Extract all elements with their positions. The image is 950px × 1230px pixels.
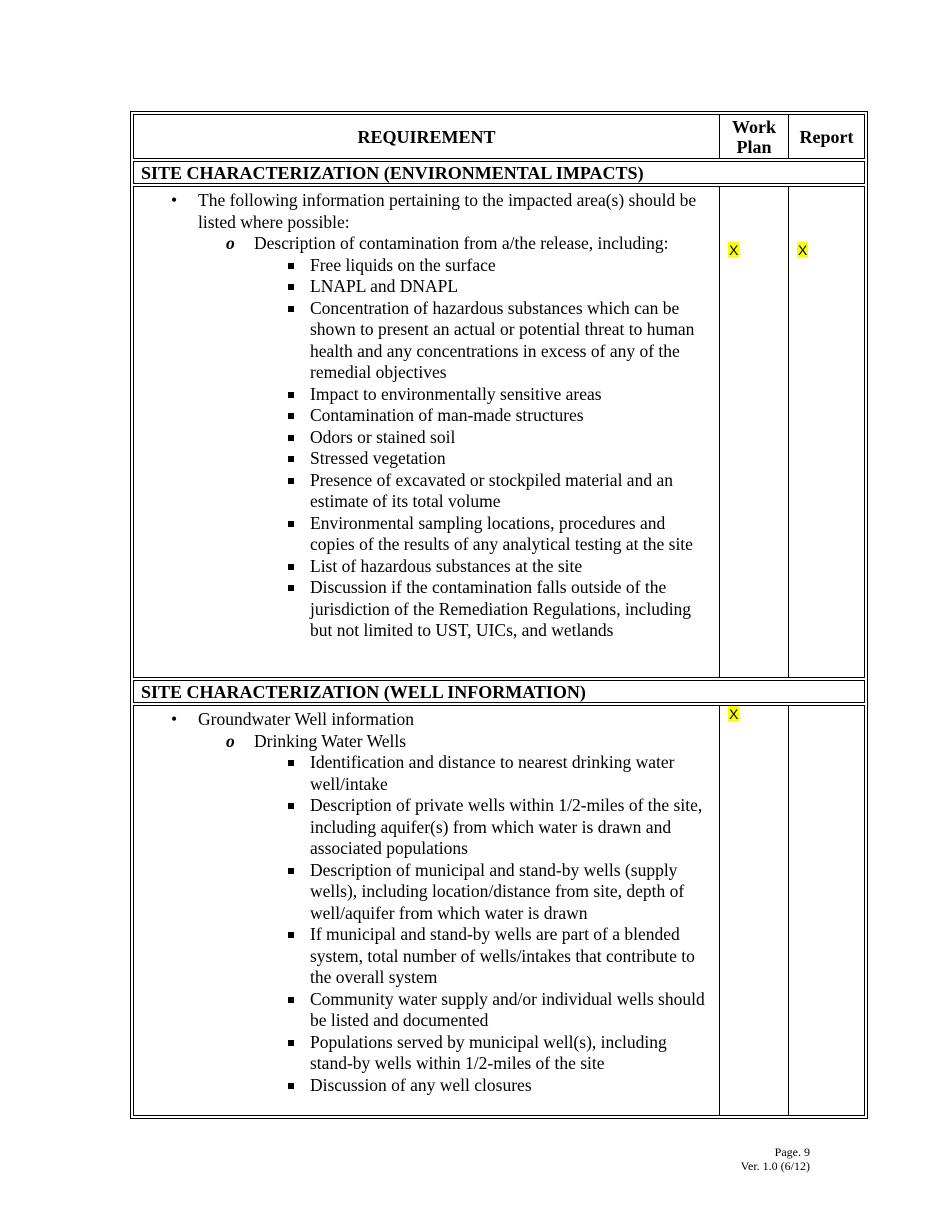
item-text: Description of municipal and stand-by wells (supply wells), including location/distance from site, depth of well/aquifer from which water is drawn (310, 859, 685, 923)
list-item (196, 795, 713, 860)
item-text: Impact to environmentally sensitive areas (310, 383, 602, 404)
list-item (134, 709, 713, 1096)
bullet-square-icon (288, 456, 294, 462)
item-text: Discussion of any well closures (310, 1074, 532, 1095)
item-text: Contamination of man-made structures (310, 405, 584, 425)
bullet-square-icon (288, 263, 294, 269)
bullet-square-icon (288, 1083, 294, 1089)
list-item (196, 405, 713, 427)
bullet-square-icon (288, 413, 294, 419)
bullet-circle-icon: o (226, 730, 235, 751)
list-item (134, 190, 713, 642)
list-item (198, 731, 713, 1097)
bullet-square-icon (288, 392, 294, 398)
bullet-square-icon (288, 521, 294, 527)
bullet-square-icon (288, 868, 294, 874)
page-number: Page. 9 (774, 1145, 810, 1159)
section-title-environmental: SITE CHARACTERIZATION (ENVIRONMENTAL IMPACTS) (141, 163, 644, 183)
list-item (196, 989, 713, 1032)
item-text: Populations served by municipal well(s), including stand-by wells within 1/2-miles of the site (310, 1031, 667, 1073)
list-item (198, 233, 713, 642)
list-item (196, 470, 713, 513)
item-text: Environmental sampling locations, procedures and copies of the results of any analytical testing at the site (310, 512, 693, 554)
item-text: Presence of excavated or stockpiled material and an estimate of its total volume (310, 469, 673, 511)
sub-bullet-text: Description of contamination from a/the release, including: (254, 233, 669, 253)
bullet-dot-icon: • (171, 709, 178, 729)
list-item (196, 255, 713, 277)
item-text: Concentration of hazardous substances which can be shown to present an actual or potential threat to human health and any concentrations in excess of any of the remedial objectives (310, 297, 695, 382)
list-item (196, 577, 713, 642)
bullet-square-icon (288, 760, 294, 766)
list-item (196, 298, 713, 384)
bullet-square-icon (288, 997, 294, 1003)
sub-bullet-text: Drinking Water Wells (254, 730, 407, 751)
item-text: If municipal and stand-by wells are part of a blended system, total number of wells/intakes that contribute to the overall system (310, 924, 695, 987)
report-cell (788, 706, 864, 1115)
bullet-square-icon (288, 306, 294, 312)
header-requirement: REQUIREMENT (357, 126, 496, 147)
item-text: Stressed vegetation (310, 448, 446, 468)
section-body-row (133, 186, 865, 678)
list-item (196, 1032, 713, 1075)
item-text: Community water supply and/or individual wells should be listed and documented (310, 988, 705, 1030)
bullet-dot-icon: • (171, 190, 178, 210)
bullet-square-icon (288, 564, 294, 570)
bullet-square-icon (288, 284, 294, 290)
bullet-text: Groundwater Well information (198, 709, 414, 729)
work-plan-cell (719, 187, 788, 677)
item-text: Description of private wells within 1/2-miles of the site, including aquifer(s) from which water is drawn and associated populations (310, 795, 703, 858)
bullet-square-icon (288, 1040, 294, 1046)
list-item (196, 1075, 713, 1097)
item-text: List of hazardous substances at the site (310, 555, 583, 576)
section-title-row (133, 161, 865, 184)
requirement-cell (134, 706, 719, 1115)
section-title-well: SITE CHARACTERIZATION (WELL INFORMATION) (141, 682, 586, 702)
report-mark: X (798, 242, 808, 258)
item-text: Odors or stained soil (310, 426, 456, 447)
list-item (196, 276, 713, 298)
section-title-row (133, 680, 865, 703)
work-plan-cell (719, 706, 788, 1115)
bullet-square-icon (288, 803, 294, 809)
item-text: Identification and distance to nearest drinking water well/intake (310, 752, 675, 794)
table-header-row (133, 114, 865, 159)
list-item (196, 448, 713, 470)
item-text: LNAPL and DNAPL (310, 276, 459, 296)
report-cell (788, 187, 864, 677)
requirements-table (130, 111, 868, 1119)
list-item (196, 513, 713, 556)
list-item (196, 924, 713, 989)
bullet-square-icon (288, 932, 294, 938)
page-footer (741, 1145, 810, 1173)
bullet-circle-icon: o (226, 233, 235, 253)
list-item (196, 427, 713, 449)
bullet-square-icon (288, 478, 294, 484)
header-work-plan: Work Plan (719, 115, 788, 158)
requirement-cell (134, 187, 719, 677)
bullet-square-icon (288, 435, 294, 441)
list-item (196, 860, 713, 925)
item-text: Free liquids on the surface (310, 254, 496, 275)
list-item (196, 556, 713, 578)
work-plan-mark: X (729, 706, 739, 722)
work-plan-mark: X (729, 242, 739, 258)
list-item (196, 384, 713, 406)
list-item (196, 752, 713, 795)
section-body-row (133, 705, 865, 1116)
bullet-square-icon (288, 585, 294, 591)
header-report: Report (788, 115, 864, 158)
item-text: Discussion if the contamination falls outside of the jurisdiction of the Remediation Regulations, including but not limited to UST, UICs, and wetlands (310, 577, 692, 640)
bullet-text: The following information pertaining to the impacted area(s) should be listed where possible: (198, 190, 697, 232)
version-label: Ver. 1.0 (6/12) (740, 1159, 810, 1173)
